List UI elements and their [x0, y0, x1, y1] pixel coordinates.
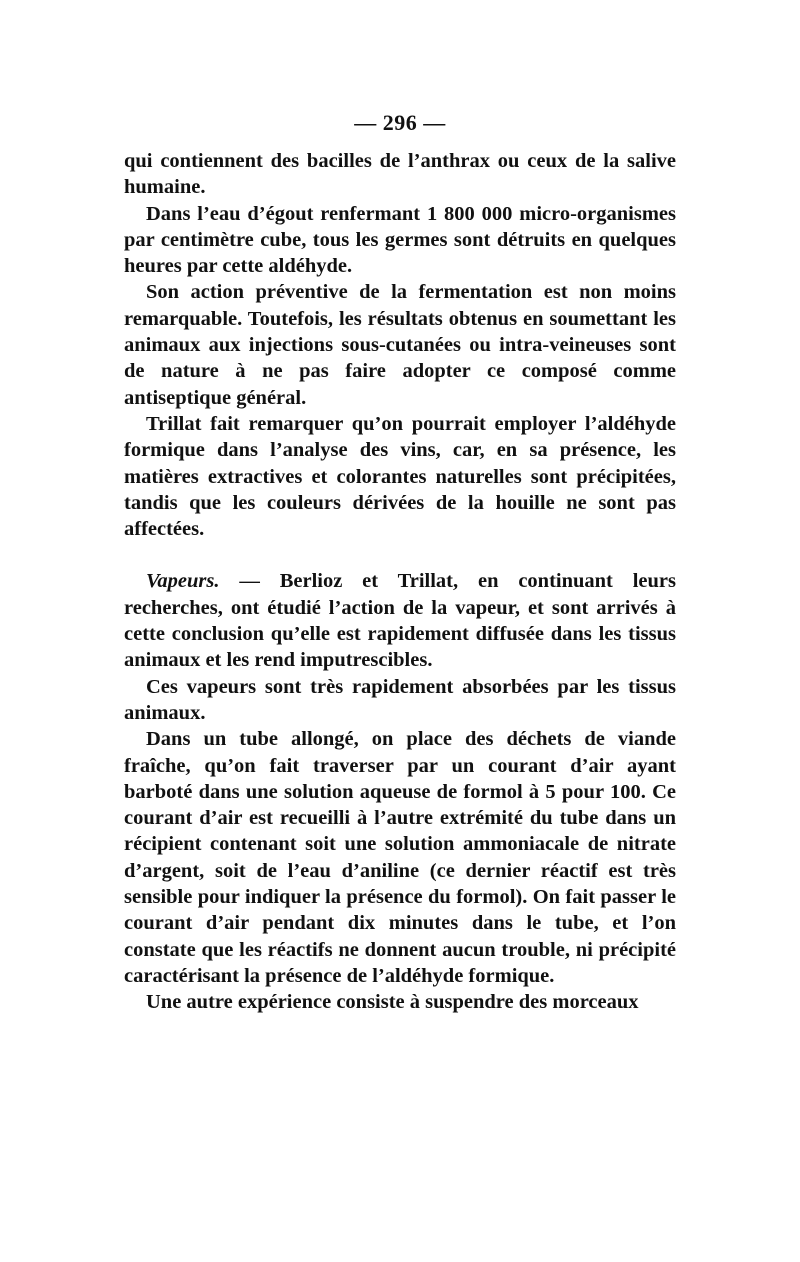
page-number: — 296 — [354, 110, 446, 135]
paragraph-action-preventive: Son action préventive de la fermentation est non moins remarquable. Toutefois, les résultats obtenus en soumettant les animaux aux injections sous-cutanées ou intra-veineuses sont de nature à ne pas faire adopter ce composé comme antiseptique général. [124, 281, 676, 409]
paragraph-vapeurs [124, 568, 676, 673]
paragraph-experience-tube: Dans un tube allongé, on place des déchets de viande fraîche, qu’on fait traverser par un courant d’air ayant barboté dans une solution aqueuse de formol à 5 pour 100. Ce courant d’air est recueilli à l’autre extrémité du tube dans un récipient contenant soit une solution ammoniacale de nitrate d’argent, soit de l’eau d’aniline (ce dernier réactif est très sensible pour indiquer la présence du formol). On fait passer le courant d’air pendant dix minutes dans le tube, et l’on constate que les réactifs ne donnent aucun trouble, ni précipité caractérisant la présence de l’aldéhyde formique. [124, 728, 676, 987]
paragraph-absorption: Ces vapeurs sont très rapidement absorbées par les tissus animaux. [124, 675, 676, 724]
section-title-vapeurs: Vapeurs. [146, 570, 220, 593]
paragraph-trillat-vins: Trillat fait remarquer qu’on pourrait employer l’aldéhyde formique dans l’analyse des vins, car, en sa présence, les matières extractives et colorantes naturelles sont précipitées, tandis que les couleurs dérivées de la houille ne sont pas affectées. [124, 412, 676, 541]
section-intro-text: — Berlioz et Trillat, en continuant leurs recherches, ont étudié l’action de la vapeur, et sont arrivés à cette conclusion qu’elle est rapidement diffusée dans les tissus animaux et les rend imputrescibles. [124, 570, 676, 672]
paragraph-autre-experience: Une autre expérience consiste à suspendre des morceaux [146, 991, 639, 1014]
paragraph-continued: qui contiennent des bacilles de l’anthrax ou ceux de la salive humaine. [124, 150, 676, 199]
body-text [124, 148, 676, 1016]
paragraph-egout: Dans l’eau d’égout renfermant 1 800 000 micro-organismes par centimètre cube, tous les germes sont détruits en quelques heures par cette aldéhyde. [124, 202, 676, 278]
section-break [124, 542, 676, 568]
